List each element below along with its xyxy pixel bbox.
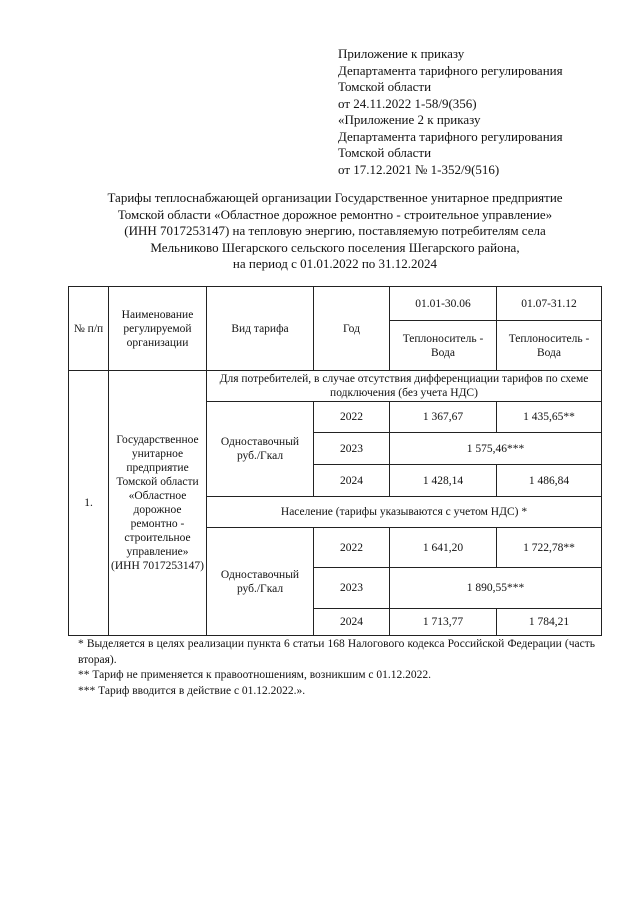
value-cell: 1 713,77: [390, 609, 497, 636]
value-cell: 1 641,20: [390, 528, 497, 568]
section-row: [69, 371, 602, 402]
header-year: Год: [314, 287, 390, 371]
organization-name: Государственное унитарное предприятие Томской области «Областное дорожное ремонтно - строительное управление» (ИНН 7017253147): [109, 371, 207, 636]
year-cell: 2022: [314, 402, 390, 433]
footnote: ** Тариф не применяется к правоотношениям, возникшим с 01.12.2022.: [78, 669, 431, 681]
document-title: [60, 190, 610, 273]
tariff-type-2: Одноставочный руб./Гкал: [207, 528, 314, 636]
header-num: № п/п: [69, 287, 109, 371]
year-cell: 2023: [314, 568, 390, 609]
footnote: *** Тариф вводится в действие с 01.12.2022.».: [78, 684, 306, 697]
footnotes: [78, 637, 595, 699]
tariff-type-1: Одноставочный руб./Гкал: [207, 402, 314, 497]
table-header-row: [69, 287, 602, 321]
value-cell: 1 722,78**: [497, 528, 602, 568]
year-cell: 2023: [314, 433, 390, 465]
section-title-1: Для потребителей, в случае отсутствия дифференциации тарифов по схеме подключения (без учета НДС): [207, 371, 602, 402]
value-cell-merged: 1 890,55***: [390, 568, 602, 609]
value-cell: 1 486,84: [497, 465, 602, 497]
title-line: (ИНН 7017253147) на тепловую энергию, поставляемую потребителям села: [124, 223, 546, 238]
header-line: Приложение к приказу: [338, 46, 465, 61]
header-line: «Приложение 2 к приказу: [338, 112, 481, 127]
row-number: 1.: [69, 371, 109, 636]
value-cell: 1 435,65**: [497, 402, 602, 433]
title-line: на период с 01.01.2022 по 31.12.2024: [232, 256, 438, 271]
header-line: Томской области: [338, 79, 432, 94]
section-title-2: Население (тарифы указываются с учетом НДС) *: [207, 497, 602, 528]
header-carrier-1: Теплоноситель - Вода: [390, 321, 497, 371]
header-line: от 24.11.2022 1-58/9(356): [338, 95, 477, 111]
tariff-table: [68, 286, 602, 636]
header-org: Наименование регулируемой организации: [109, 287, 207, 371]
value-cell: 1 367,67: [390, 402, 497, 433]
year-cell: 2024: [314, 465, 390, 497]
header-carrier-2: Теплоноситель - Вода: [497, 321, 602, 371]
title-line: Томской области «Областное дорожное ремонтно - строительное управление»: [117, 206, 553, 222]
value-cell-merged: 1 575,46***: [390, 433, 602, 465]
year-cell: 2024: [314, 609, 390, 636]
footnote: * Выделяется в целях реализации пункта 6 статьи 168 Налогового кодекса Российской Федерации (часть вторая).: [78, 638, 595, 666]
title-line: Мельниково Шегарского сельского поселения Шегарского района,: [150, 239, 520, 255]
header-tariff-type: Вид тарифа: [207, 287, 314, 371]
title-line: Тарифы теплоснабжающей организации Государственное унитарное предприятие: [107, 190, 563, 205]
header-period-2: 01.07-31.12: [497, 287, 602, 321]
appendix-header: [338, 46, 628, 178]
header-line: Департамента тарифного регулирования: [338, 128, 563, 144]
header-period-1: 01.01-30.06: [390, 287, 497, 321]
header-line: Томской области: [338, 145, 432, 160]
header-line: Департамента тарифного регулирования: [338, 62, 563, 78]
header-line: от 17.12.2021 № 1-352/9(516): [338, 161, 500, 177]
year-cell: 2022: [314, 528, 390, 568]
value-cell: 1 428,14: [390, 465, 497, 497]
value-cell: 1 784,21: [497, 609, 602, 636]
